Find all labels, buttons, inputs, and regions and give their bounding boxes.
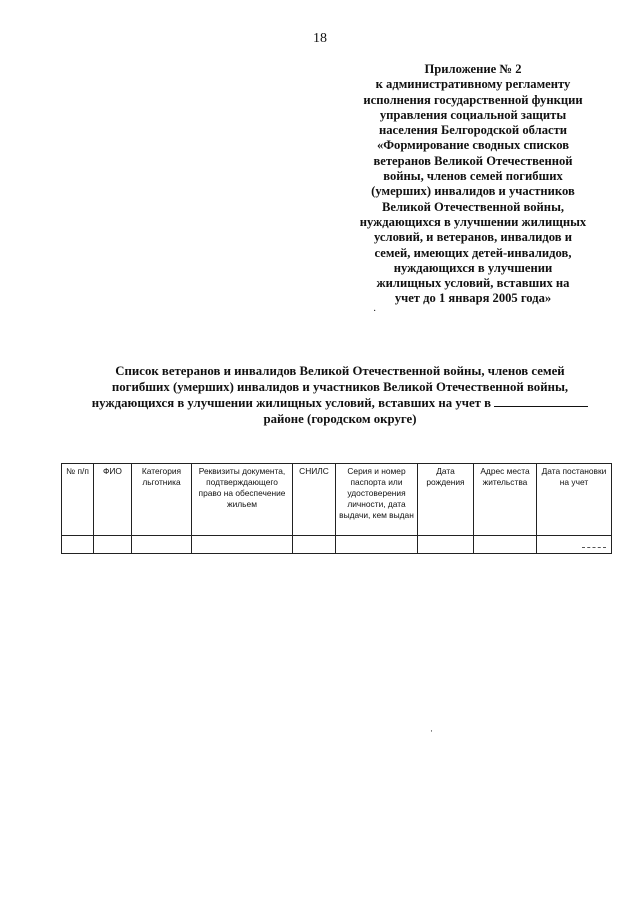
appendix-line: семей, имеющих детей-инвалидов,	[374, 245, 572, 260]
table-cell	[537, 536, 612, 554]
veterans-table	[61, 463, 612, 554]
stray-mark: ·	[373, 306, 377, 317]
table-cell	[293, 536, 336, 554]
title-line-text: нуждающихся в улучшении жилищных условий, вставших на учет в	[91, 396, 492, 411]
appendix-line: нуждающихся в улучшении	[393, 260, 553, 275]
table-cell	[336, 536, 418, 554]
header-snils: СНИЛС	[293, 464, 336, 536]
table-cell	[474, 536, 537, 554]
appendix-line: условий, и ветеранов, инвалидов и	[374, 230, 572, 245]
header-number: № п/п	[62, 464, 94, 536]
appendix-line: учет до 1 января 2005 года»	[394, 291, 552, 306]
header-category: Категория льготника	[132, 464, 192, 536]
table-row	[62, 536, 612, 554]
appendix-line: войны, членов семей погибших	[383, 169, 563, 184]
title-line: Список ветеранов и инвалидов Великой Отечественной войны, членов семей	[115, 364, 565, 378]
appendix-line: управления социальной защиты	[379, 107, 567, 122]
table-cell	[94, 536, 132, 554]
header-document: Реквизиты документа, подтверждающего право на обеспечение жильем	[192, 464, 293, 536]
header-fio: ФИО	[94, 464, 132, 536]
header-registration-date: Дата постановки на учет	[537, 464, 612, 536]
appendix-line: к административному регламенту	[375, 77, 571, 92]
header-passport: Серия и номер паспорта или удостоверения личности, дата выдачи, кем выдан	[336, 464, 418, 536]
table-header-row	[62, 464, 612, 536]
appendix-line: (умерших) инвалидов и участников	[371, 184, 575, 199]
title-line-with-blank	[60, 395, 620, 412]
appendix-line: нуждающихся в улучшении жилищных	[359, 214, 587, 229]
page-number: 18	[313, 31, 327, 46]
appendix-line: жилищных условий, вставших на	[376, 276, 570, 291]
title-line: районе (городском округе)	[263, 411, 417, 426]
appendix-line: исполнения государственной функции	[363, 92, 583, 107]
appendix-line: ветеранов Великой Отечественной	[373, 153, 573, 168]
scan-mark	[582, 547, 606, 548]
appendix-line: Приложение № 2	[424, 62, 522, 76]
header-birth-date: Дата рождения	[418, 464, 474, 536]
table-cell	[418, 536, 474, 554]
title-line: погибших (умерших) инвалидов и участников Великой Отечественной войны,	[111, 379, 569, 394]
district-blank-line	[494, 395, 588, 407]
stray-mark: ·	[430, 726, 433, 736]
appendix-line: Великой Отечественной войны,	[381, 199, 565, 214]
table-cell	[132, 536, 192, 554]
appendix-line: населения Белгородской области	[378, 123, 568, 138]
appendix-line: «Формирование сводных списков	[376, 138, 570, 153]
table-cell	[192, 536, 293, 554]
appendix-header	[330, 62, 616, 307]
document-title	[60, 364, 620, 427]
table-cell	[62, 536, 94, 554]
header-address: Адрес места жительства	[474, 464, 537, 536]
